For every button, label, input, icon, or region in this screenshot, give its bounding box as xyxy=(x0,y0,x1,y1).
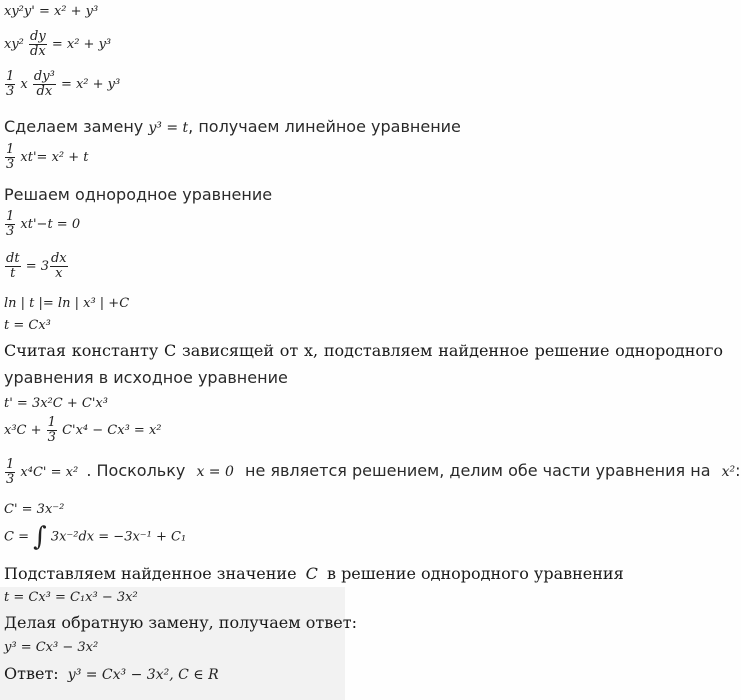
text-substitute-c: Подставляем найденное значение C в решение однородного уравнения xyxy=(4,564,624,583)
fraction-one-third: $\frac{1}{3}$ xyxy=(6,69,15,99)
equation-y-cubed: y³ = Cx³ − 3x² xyxy=(4,640,99,655)
equation-log: ln | t |= ln | x³ | +C xyxy=(4,296,130,311)
equation-integral: C = ∫ 3x⁻²dx = −3x⁻¹ + C₁ xyxy=(4,522,187,552)
equation-separated: $\frac{dt}{t}$ = 3 $\frac{dx}{x}$ xyxy=(6,251,67,281)
text-homogeneous: Решаем однородное уравнение xyxy=(4,185,273,204)
answer-line: Ответ: y³ = Cx³ − 3x², C ∈ R xyxy=(4,664,219,683)
equation-cube-derivative: $\frac{1}{3}$ x $\frac{\text{dy³}}{dx}$ = x² + y³ xyxy=(6,69,121,99)
text-into-original: уравнения в исходное уравнение xyxy=(4,368,288,387)
fraction-dx-x: $\frac{dx}{x}$ xyxy=(50,251,67,281)
equation-linear: $\frac{1}{3}$ xt'= x² + t xyxy=(6,142,89,172)
fraction-one-third: $\frac{1}{3}$ xyxy=(47,415,56,445)
text-reverse-substitution: Делая обратную замену, получаем ответ: xyxy=(4,613,357,632)
equation-c-prime: C' = 3x⁻² xyxy=(4,502,65,517)
equation-solution-t: t = Cx³ xyxy=(4,318,51,333)
equation-homogeneous: $\frac{1}{3}$ xt'−t = 0 xyxy=(6,209,81,239)
fraction-one-third: $\frac{1}{3}$ xyxy=(6,142,15,172)
fraction-dy3-dx: $\frac{\text{dy³}}{dx}$ xyxy=(33,69,55,99)
equation-t-final: t = Cx³ = C₁x³ − 3x² xyxy=(4,590,138,605)
fraction-one-third: $\frac{1}{3}$ xyxy=(6,457,15,487)
fraction-one-third: $\frac{1}{3}$ xyxy=(6,209,15,239)
equation-derivative-form: xy² $\frac{dy}{dx}$ = x² + y³ xyxy=(4,29,112,59)
equation-substituted: x³C + $\frac{1}{3}$ C'x⁴ − Cx³ = x² xyxy=(4,415,162,445)
text-variation-constant: Считая константу C зависящей от x, подставляем найденное решение однородного xyxy=(4,341,723,360)
fraction-dt-t: $\frac{dt}{t}$ xyxy=(6,251,20,281)
line-simplified-with-note: $\frac{1}{3}$ x⁴C' = x² . Поскольку x = 0 не является решением, делим обе части уравнения на x²: xyxy=(6,457,741,487)
text-substitution: Сделаем замену y³ = t, получаем линейное уравнение xyxy=(4,117,461,136)
equation-t-prime: t' = 3x²C + C'x³ xyxy=(4,396,108,411)
fraction-dy-dx: $\frac{dy}{dx}$ xyxy=(30,29,46,59)
equation-original: xy²y' = x² + y³ xyxy=(4,4,99,19)
